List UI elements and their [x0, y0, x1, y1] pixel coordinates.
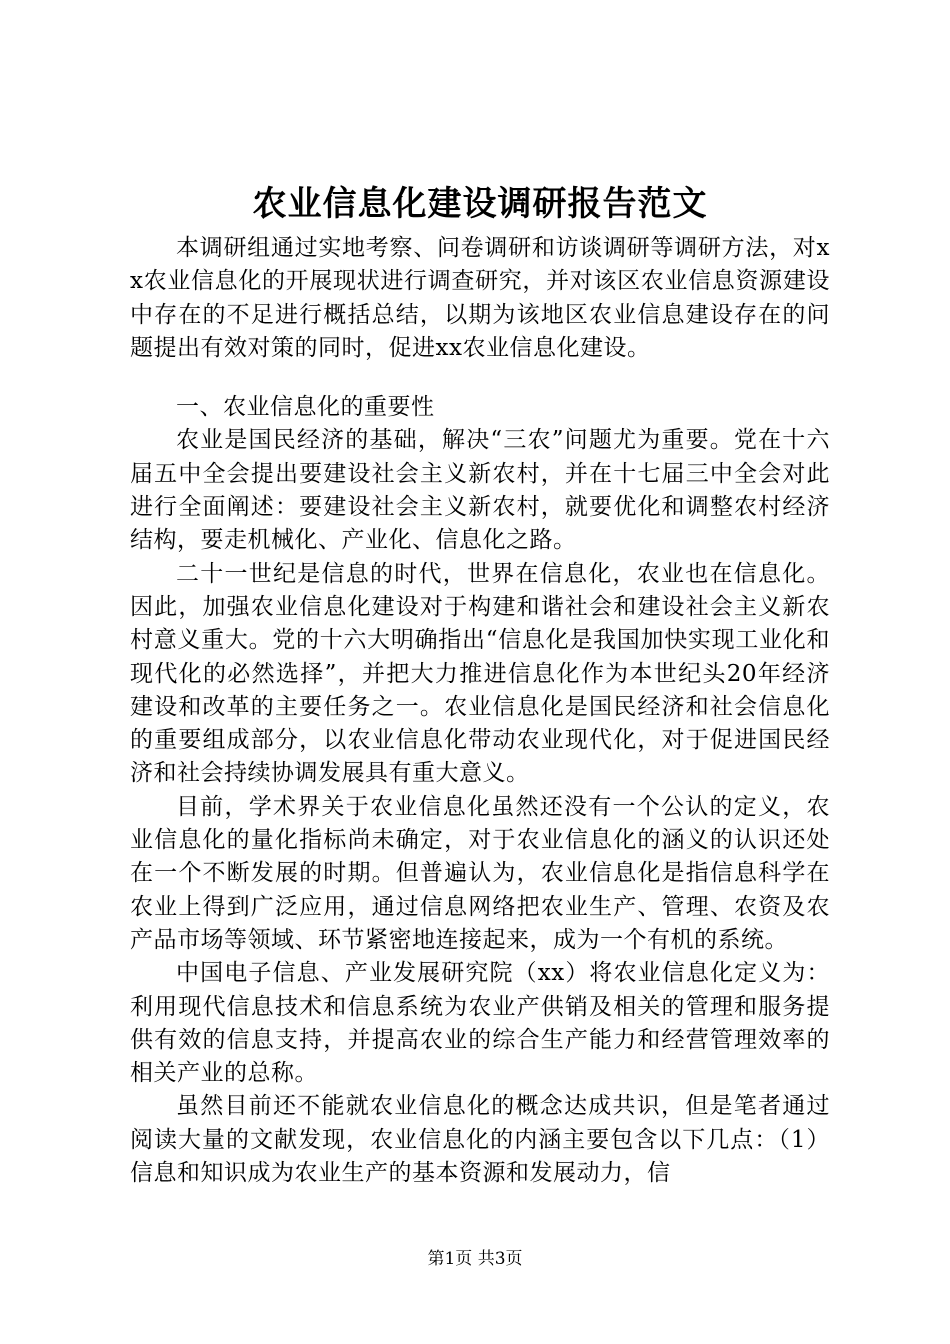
intro-paragraph: 本调研组通过实地考察、问卷调研和访谈调研等调研方法，对xx农业信息化的开展现状进行调查研究，并对该区农业信息资源建设中存在的不足进行概括总结，以期为该地区农业信息建设存在的问题提出有效对策的同时，促进xx农业信息化建设。: [130, 235, 830, 361]
body-paragraph-4: 中国电子信息、产业发展研究院（xx）将农业信息化定义为：利用现代信息技术和信息系统为农业产供销及相关的管理和服务提供有效的信息支持，并提高农业的综合生产能力和经营管理效率的相关产业的总称。: [130, 960, 830, 1087]
body-paragraph-5: 虽然目前还不能就农业信息化的概念达成共识，但是笔者通过阅读大量的文献发现，农业信息化的内涵主要包含以下几点：（1）信息和知识成为农业生产的基本资源和发展动力，信: [130, 1093, 830, 1187]
document-title: 农业信息化建设调研报告范文: [252, 184, 708, 224]
body-paragraph-3: 目前，学术界关于农业信息化虽然还没有一个公认的定义，农业信息化的量化指标尚未确定，对于农业信息化的涵义的认识还处在一个不断发展的时期。但普遍认为，农业信息化是指信息科学在农业上得到广泛应用，通过信息网络把农业生产、管理、农资及农产品市场等领域、环节紧密地连接起来，成为一个有机的系统。: [130, 793, 830, 953]
document-page: [130, 180, 830, 1190]
page-number-footer: 第1页 共3页: [427, 1249, 523, 1269]
section-heading: 一、农业信息化的重要性: [176, 394, 435, 421]
body-paragraph-1: 农业是国民经济的基础，解决“三农”问题尤为重要。党在十六届五中全会提出要建设社会主义新农村，并在十七届三中全会对此进行全面阐述：要建设社会主义新农村，就要优化和调整农村经济结构，要走机械化、产业化、信息化之路。: [130, 427, 830, 554]
body-paragraph-2: 二十一世纪是信息的时代，世界在信息化，农业也在信息化。因此，加强农业信息化建设对于构建和谐社会和建设社会主义新农村意义重大。党的十六大明确指出“信息化是我国加快实现工业化和现代化的必然选择”，并把大力推进信息化作为本世纪头20年经济建设和改革的主要任务之一。农业信息化是国民经济和社会信息化的重要组成部分，以农业信息化带动农业现代化，对于促进国民经济和社会持续协调发展具有重大意义。: [130, 560, 830, 787]
